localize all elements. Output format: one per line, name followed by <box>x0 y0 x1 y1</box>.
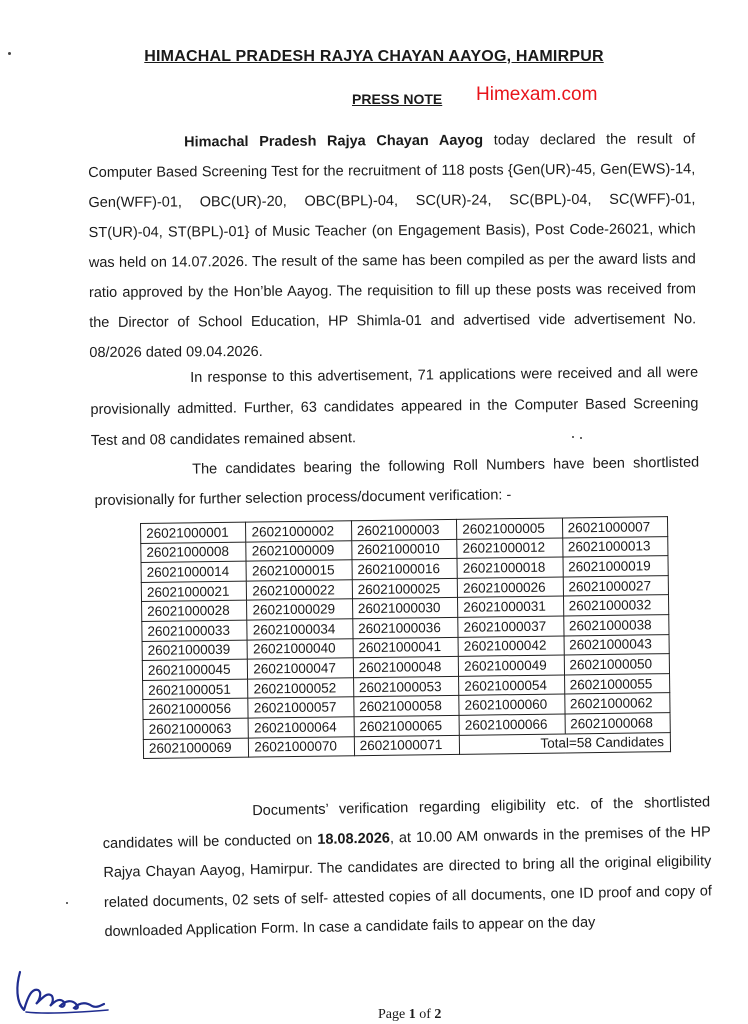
roll-number-cell: 26021000066 <box>459 714 565 735</box>
paragraph-applications <box>90 358 699 457</box>
roll-number-cell: 26021000068 <box>565 713 671 734</box>
roll-number-cell: 26021000053 <box>353 676 459 697</box>
roll-number-cell: 26021000039 <box>142 640 248 661</box>
roll-number-cell: 26021000071 <box>354 735 460 756</box>
roll-number-cell: 26021000070 <box>249 736 355 757</box>
roll-number-cell: 26021000033 <box>142 620 248 641</box>
roll-number-cell: 26021000054 <box>459 675 565 696</box>
roll-number-cell: 26021000063 <box>143 718 249 739</box>
roll-number-cell: 26021000015 <box>246 560 352 581</box>
roll-number-cell: 26021000049 <box>458 655 564 676</box>
paragraph-document-verification <box>102 788 713 947</box>
roll-number-cell: 26021000040 <box>247 638 353 659</box>
roll-number-cell: 26021000010 <box>352 539 458 560</box>
paragraph-result-declaration <box>88 124 696 368</box>
page-middle: of <box>415 1007 435 1022</box>
roll-number-cell: 26021000064 <box>248 717 354 738</box>
roll-number-cell: 26021000032 <box>563 595 669 616</box>
roll-number-cell: 26021000027 <box>563 575 669 596</box>
roll-number-cell: 26021000069 <box>143 738 249 759</box>
total-candidates-cell: Total=58 Candidates <box>459 732 670 754</box>
org-name: Himachal Pradesh Rajya Chayan Aayog <box>184 132 484 151</box>
watermark-text: Himexam.com <box>476 84 598 105</box>
paragraph2-text: In response to this advertisement, 71 applications were received and all were provisionally admitted. Further, 63 candidates appeared in the Computer Based Screening Test and 08 candidates remained absent. <box>90 364 699 449</box>
page-prefix: Page <box>378 1007 409 1022</box>
roll-number-cell: 26021000030 <box>352 598 458 619</box>
roll-number-cell: 26021000022 <box>247 580 353 601</box>
scan-speck <box>580 437 582 439</box>
roll-number-cell: 26021000065 <box>354 715 460 736</box>
paragraph3-text: The candidates bearing the following Roll Numbers have been shortlisted provisionally for further selection process/document verification: - <box>94 454 700 509</box>
roll-number-cell: 26021000045 <box>142 659 248 680</box>
roll-number-cell: 26021000012 <box>457 538 563 559</box>
roll-number-cell: 26021000031 <box>458 596 564 617</box>
roll-number-cell: 26021000057 <box>248 697 354 718</box>
roll-number-cell: 26021000056 <box>143 698 249 719</box>
roll-number-cell: 26021000021 <box>141 581 247 602</box>
roll-number-cell: 26021000055 <box>564 673 670 694</box>
roll-number-cell: 26021000002 <box>246 521 352 542</box>
roll-number-cell: 26021000041 <box>353 637 459 658</box>
paragraph1-text: today declared the result of Computer Based Screening Test for the recruitment of 118 posts {Gen(UR)-45, Gen(EWS)-14, Gen(WFF)-01, OBC(UR)-20, OBC(BPL)-04, SC(UR)-24, SC(BPL)-04, SC(WFF)-01, ST(UR)-04, ST(BPL)-01} of Music Teacher (on Engagement Basis), Post Code-26021, which was held on 14.07.2026. The result of the same has been compiled as per the award lists and ratio approved by the Hon’ble Aayog. The requisition to fill up these posts was received from the Director of School Education, HP Shimla-01 and advertised vide advertisement No. 08/2026 dated 09.04.2026. <box>88 131 697 361</box>
roll-number-cell: 26021000028 <box>142 600 248 621</box>
roll-number-cell: 26021000062 <box>564 693 670 714</box>
roll-number-cell: 26021000036 <box>353 617 459 638</box>
roll-number-cell: 26021000008 <box>141 542 247 563</box>
roll-number-cell: 26021000047 <box>248 658 354 679</box>
roll-number-cell: 26021000009 <box>246 540 352 561</box>
roll-number-cell: 26021000058 <box>354 696 460 717</box>
roll-number-cell: 26021000019 <box>563 556 669 577</box>
scan-speck <box>572 436 574 438</box>
roll-number-table <box>140 516 671 759</box>
roll-number-cell: 26021000034 <box>247 619 353 640</box>
roll-number-cell: 26021000005 <box>457 518 563 539</box>
page-current: 1 <box>408 1007 416 1022</box>
roll-number-cell: 26021000050 <box>564 654 670 675</box>
roll-number-cell: 26021000051 <box>143 679 249 700</box>
signature-image <box>12 966 112 1018</box>
page-total: 2 <box>434 1007 442 1022</box>
roll-number-cell: 26021000048 <box>353 656 459 677</box>
roll-number-cell: 26021000013 <box>562 536 668 557</box>
document-title: HIMACHAL PRADESH RAJYA CHAYAN AAYOG, HAMIRPUR <box>144 48 604 65</box>
paragraph-shortlist-intro <box>94 448 700 516</box>
roll-number-cell: 26021000018 <box>457 557 563 578</box>
page-number <box>378 1007 441 1023</box>
roll-number-cell: 26021000001 <box>141 522 247 543</box>
roll-number-cell: 26021000007 <box>562 517 668 538</box>
scan-speck <box>66 902 68 904</box>
roll-number-cell: 26021000025 <box>352 578 458 599</box>
roll-number-cell: 26021000052 <box>248 677 354 698</box>
verification-date: 18.08.2026 <box>317 829 391 848</box>
roll-number-cell: 26021000014 <box>141 561 247 582</box>
roll-number-cell: 26021000060 <box>459 694 565 715</box>
roll-number-cell: 26021000037 <box>458 616 564 637</box>
roll-number-cell: 26021000043 <box>564 634 670 655</box>
roll-number-cell: 26021000029 <box>247 599 353 620</box>
press-note-heading: PRESS NOTE <box>352 91 443 107</box>
roll-number-cell: 26021000038 <box>563 615 669 636</box>
roll-number-cell: 26021000016 <box>352 559 458 580</box>
roll-number-cell: 26021000003 <box>351 519 457 540</box>
roll-number-cell: 26021000042 <box>458 636 564 657</box>
roll-number-cell: 26021000026 <box>457 577 563 598</box>
paragraph4-text-before: Documents’ verification regarding eligibility etc. of the shortlisted candidates will be conducted on <box>102 794 711 852</box>
paragraph4-text-after: , at 10.00 AM onwards in the premises of the HP Rajya Chayan Aayog, Hamirpur. The candidates are directed to bring all the original eligibility related documents, 02 sets of self- attested copies of all documents, one ID proof and copy of downloaded Application Form. In case a candidate fails to appear on the day <box>103 823 713 940</box>
